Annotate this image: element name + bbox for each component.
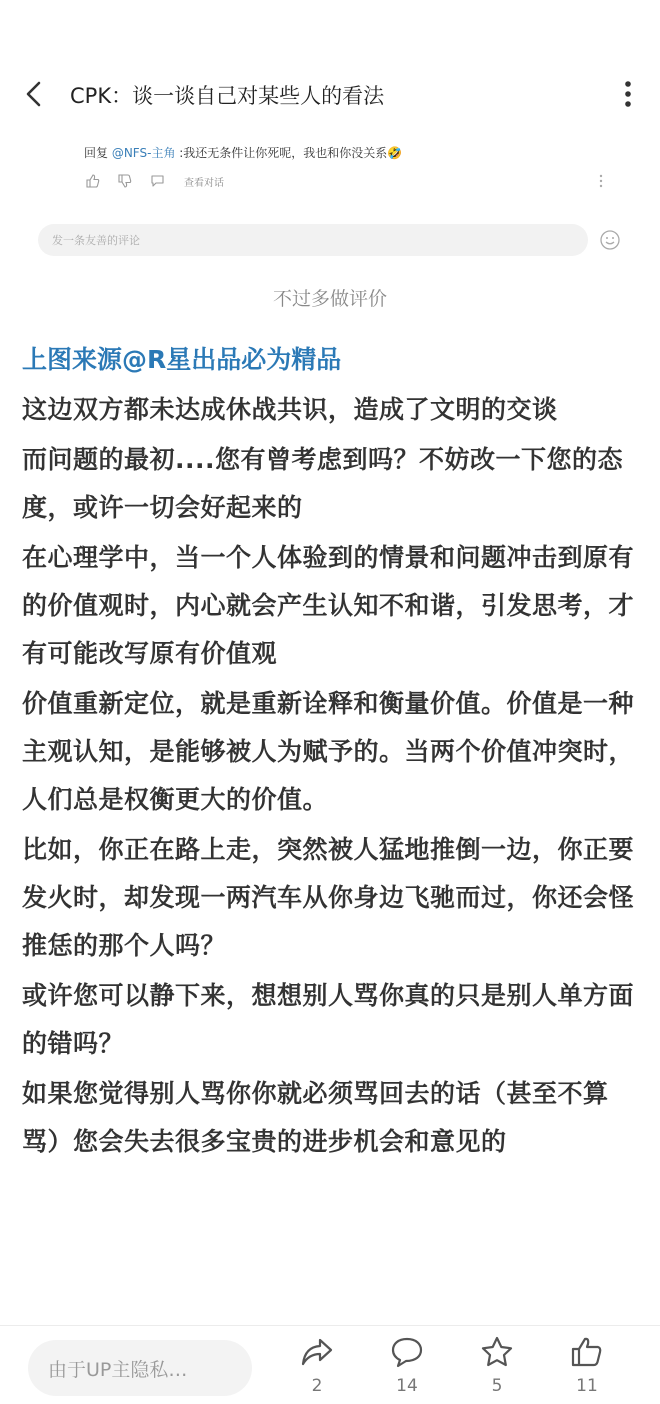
embedded-comment-actions	[84, 172, 224, 190]
bottom-action-bar	[0, 1326, 660, 1404]
reply-bubble-icon	[148, 172, 166, 190]
article-paragraph-5: 比如，你正在路上走，突然被人猛地推倒一边，你正要发火时，却发现一两汽车从你身边飞驰而过，你还会怪推恁的那个人吗？	[22, 835, 635, 960]
comment-button[interactable]	[377, 1334, 437, 1398]
article-paragraph-1: 这边双方都未达成休战共识，造成了文明的交谈	[22, 395, 558, 424]
share-button[interactable]	[287, 1334, 347, 1398]
thumbs-down-icon	[116, 172, 134, 190]
share-count: 2	[311, 1376, 323, 1396]
article-body	[22, 336, 642, 1166]
emoji-icon	[598, 228, 622, 252]
embedded-more-icon	[596, 172, 606, 190]
top-bar	[0, 56, 660, 132]
favorite-count: 5	[491, 1376, 503, 1396]
image-caption: 不过多做评价	[272, 288, 387, 310]
reply-content: :我还无条件让你死呢，我也和你没关系🤣	[175, 146, 403, 160]
page-title: CPK：谈一谈自己对某些人的看法	[70, 84, 385, 108]
thumbs-up-icon	[84, 172, 102, 190]
comment-count: 14	[396, 1376, 418, 1396]
embedded-comment-image	[0, 132, 660, 266]
comment-bubble-icon	[389, 1334, 425, 1370]
more-options-button[interactable]	[614, 76, 642, 112]
article-paragraph-2: 而问题的最初....您有曾考虑到吗？不妨改一下您的态度，或许一切会好起来的	[22, 445, 623, 522]
more-vertical-icon	[624, 80, 632, 108]
comment-input[interactable]: 由于UP主隐私…	[28, 1340, 252, 1396]
article-paragraph-7: 如果您觉得别人骂你你就必须骂回去的话（甚至不算骂）您会失去很多宝贵的进步机会和意见的	[22, 1079, 609, 1156]
mention-link: @NFS-主角	[111, 146, 176, 160]
like-count: 11	[576, 1376, 598, 1396]
share-icon	[299, 1334, 335, 1370]
star-icon	[479, 1334, 515, 1370]
reply-text-line	[84, 144, 402, 161]
like-button[interactable]	[557, 1334, 617, 1398]
article-paragraph-3: 在心理学中，当一个人体验到的情景和问题冲击到原有的价值观时，内心就会产生认知不和谐，引发思考，才有可能改写原有价值观	[22, 543, 635, 668]
view-conversation-link: 查看对话	[184, 177, 224, 189]
reply-prefix: 回复	[84, 146, 112, 160]
back-arrow-icon	[23, 80, 45, 108]
article-paragraph-6: 或许您可以静下来，想想别人骂你真的只是别人单方面的错吗？	[22, 981, 635, 1058]
thumbs-up-icon	[569, 1334, 605, 1370]
embedded-comment-input: 发一条友善的评论	[38, 224, 588, 256]
article-paragraph-4: 价值重新定位，就是重新诠释和衡量价值。价值是一种主观认知，是能够被人为赋予的。当两个价值冲突时，人们总是权衡更大的价值。	[22, 689, 635, 814]
back-button[interactable]	[16, 76, 52, 112]
source-heading: 上图来源@R星出品必为精品	[22, 345, 342, 374]
favorite-button[interactable]	[467, 1334, 527, 1398]
